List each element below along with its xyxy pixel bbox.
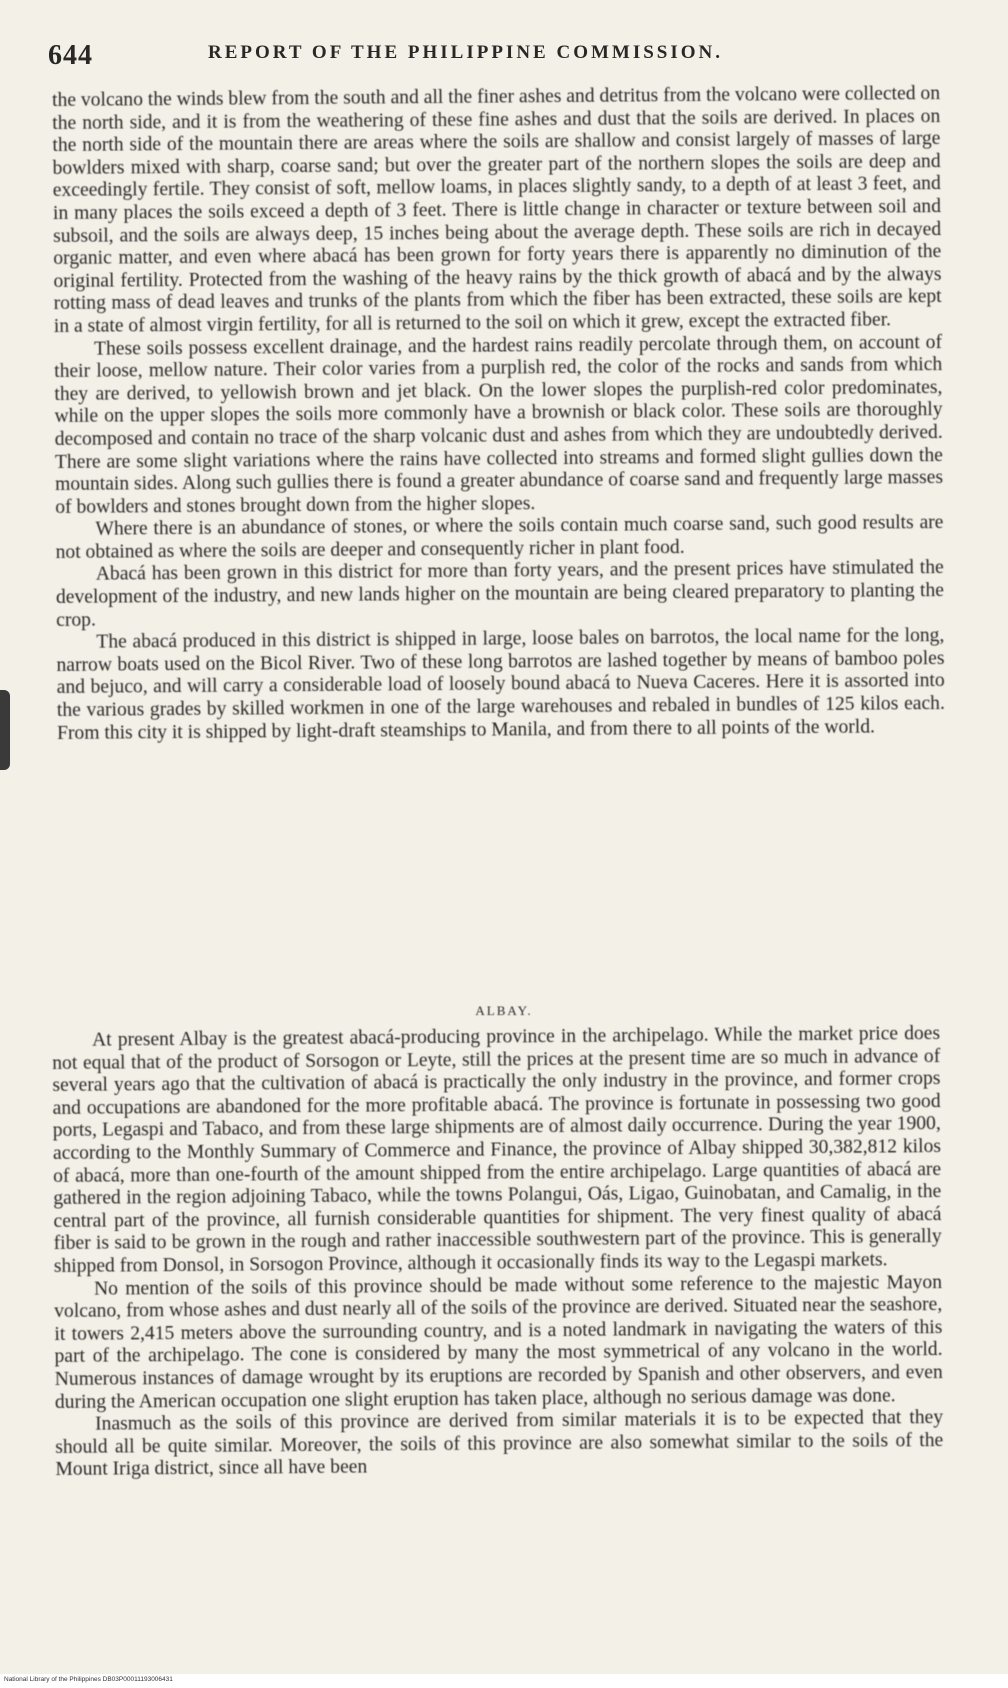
paragraph: Abacá has been grown in this district for more than forty years, and the present prices have stimulated the development of the industry, and new lands higher on the mountain are being cleared preparatory to planting the crop.: [55, 557, 945, 631]
footer-credit: National Library of the Philippines DB03P00011193006431: [4, 1676, 173, 1683]
binding-shadow: [0, 690, 10, 770]
paragraph: The abacá produced in this district is shipped in large, loose bales on barrotos, the local name for the long, narrow boats used on the Bicol River. Two of these long barrotos are lashed together by means of bamboo poles and bejuco, and will carry a considerable load of loosely bound abacá to Nueva Caceres. Here it is assorted into the various grades by skilled workmen in one of the large warehouses and rebaled in bundles of 125 kilos each. From this city it is shipped by light-draft steamships to Manila, and from there to all points of the world.: [56, 625, 945, 744]
paragraph: These soils possess excellent drainage, and the hardest rains readily percolate through them, on account of their loose, mellow nature. Their color varies from a purplish red, the color of the rocks and sands from which they are derived, to yellowish brown and jet black. On the lower slopes the purplish-red color predominates, while on the upper slopes the soils more commonly have a brownish or black color. These soils are thoroughly decomposed and contain no trace of the sharp volcanic dust and ashes from which they are undoubtedly derived. There are some slight variations where the rains have collected into streams and formed slight gullies down the mountain sides. Along such gullies there is found a greater abundance of coarse sand and frequently large masses of bowlders and stones brought down from the higher slopes.: [54, 331, 944, 518]
section-heading: ALBAY.: [475, 1003, 533, 1018]
paragraph: the volcano the winds blew from the south and all the finer ashes and detritus from the volcano were collected on the north side, and it is from the weathering of these fine ashes and dust that the soils are derived. In places on the north side of the mountain there are areas where the soils are shallow and consist largely of masses of large bowlders mixed with sharp, coarse sand; but over the greater part of the northern slopes the soils are deep and exceedingly fertile. They consist of soft, mellow loams, in places slightly sandy, to a depth of at least 3 feet, and in many places the soils exceed a depth of 3 feet. There is little change in character or texture between soil and subsoil, and the soils are always deep, 15 inches being about the average depth. These soils are rich in decayed organic matter, and even where abacá has been grown for forty years there is apparently no diminution of the original fertility. Protected from the washing of the heavy rains by the thick growth of abacá and by the always rotting mass of dead leaves and trunks of the plants from which the fiber has been extracted, these soils are kept in a state of almost virgin fertility, for all is returned to the soil on which it grew, except the extracted fiber.: [52, 83, 942, 337]
page-number: 644: [48, 40, 93, 71]
body-text-top: [52, 83, 945, 745]
paragraph: Where there is an abundance of stones, or where the soils contain much coarse sand, such good results are not obtained as where the soils are deeper and consequently richer in plant food.: [55, 512, 944, 563]
body-text-albay: [52, 1023, 944, 1482]
running-head: REPORT OF THE PHILIPPINE COMMISSION.: [208, 42, 724, 63]
paragraph: No mention of the soils of this province should be made without some reference to the majestic Mayon volcano, from whose ashes and dust nearly all of the soils of the province are derived. Situated near the seashore, it towers 2,415 meters above the surrounding country, and is a noted landmark in navigating the waters of this part of the archipelago. The cone is considered by many the most symmetrical of any volcano in the world. Numerous instances of damage wrought by its eruptions are recorded by Spanish and other observers, and even during the American occupation one slight eruption has taken place, although no serious damage was done.: [54, 1271, 943, 1413]
paragraph: At present Albay is the greatest abacá-producing province in the archipelago. While the market price does not equal that of the product of Sorsogon or Leyte, still the prices at the present time are so much in advance of several years ago that the cultivation of abacá is practically the only industry in the province, and former crops and occupations are abandoned for the more profitable abacá. The province is fortunate in possessing two good ports, Legaspi and Tabaco, and from these large shipments are of almost daily occurrence. During the year 1900, according to the Monthly Summary of Commerce and Finance, the province of Albay shipped 30,382,812 kilos of abacá, more than one-fourth of the amount shipped from the entire archipelago. Large quantities of abacá are gathered in the region adjoining Tabaco, while the towns Polangui, Oás, Ligao, Guinobatan, and Camalig, in the central part of the province, all furnish considerable quantities for shipment. The very finest quality of abacá fiber is said to be grown in the rough and rather inaccessible southwestern part of the province. This is generally shipped from Donsol, in Sorsogon Province, although it occasionally finds its way to the Legaspi markets.: [52, 1023, 942, 1277]
paragraph: Inasmuch as the soils of this province are derived from similar materials it is to be expected that they should all be quite similar. Moreover, the soils of this province are also somewhat similar to the soils of the Mount Iriga district, since all have been: [55, 1407, 944, 1481]
page-header: [48, 40, 928, 74]
